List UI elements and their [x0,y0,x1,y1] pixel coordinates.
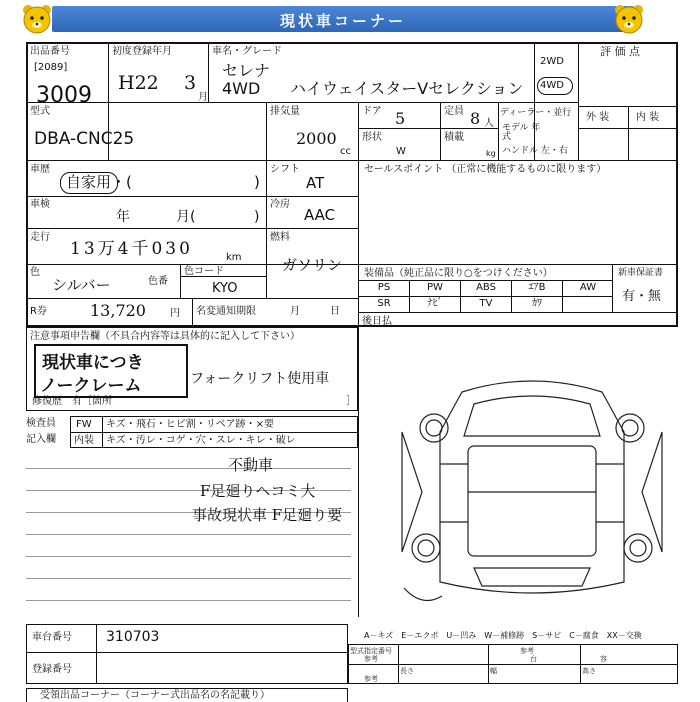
inspector-label1: 検査員 [26,418,56,429]
new-warranty-label: 新車保証書 [618,268,664,278]
equipment-label: 装備品（純正品に限り○をつけください） [364,268,553,279]
color-label: 色 [30,267,40,278]
drive-2wd: 2WD [540,56,564,67]
recycle-value: 13,720 [90,301,146,320]
load-label: 積載 [444,132,464,143]
capacity-unit: 人 [484,118,494,129]
drive-4wd: 4WD [540,80,564,91]
history-value: 自家用・( [66,173,132,191]
equip-airbag: ｴｱB [528,282,546,293]
inspector-interior: 内装 [74,435,94,446]
equip-pw: PW [427,282,443,293]
registration-era: H22 [118,72,159,94]
transfer-day: 日 [330,306,340,317]
capacity-label: 定員 [444,106,464,117]
recycle-label: R券 [30,306,47,317]
car-number-box [26,624,348,684]
lot-number: 3009 [36,83,92,108]
car-drive: 4WD [222,79,261,98]
equip-ps: PS [377,282,391,293]
mileage-label: 走行 [30,232,50,243]
bear-mascot-icon [20,2,54,36]
displacement-value: 2000 [296,129,337,148]
inspection-close: ) [254,209,260,225]
aircon-value: AAC [304,206,336,224]
stamp-line2: ノークレーム [40,376,142,396]
spec-b9: 容 [600,655,607,663]
repair-close: ］ [346,396,356,407]
after-label: 後日払 [362,316,392,327]
equip-sr: SR [377,298,391,309]
new-warranty-value: 有・無 [622,289,662,304]
diagram-legend: A－キズ E－エクボ U－凹み W－補修跡 S－サビ C－腐食 XX－交換 [364,631,642,640]
registration-month: 3 [184,72,197,94]
equip-abs: ABS [476,282,496,293]
rating-interior: 内 装 [636,112,660,123]
inspector-fw-text: キズ・飛石・ヒビ割・リペア跡・×要 [106,419,274,430]
spec-b5: 高さ [582,667,596,675]
reg-number-label: 登録番号 [32,664,72,675]
inspector-label2: 記入欄 [26,434,56,445]
spec-b8: 参考 [520,647,534,655]
displacement-unit: cc [340,146,351,157]
car-number-value: 310703 [106,629,160,645]
history-label: 車歴 [30,164,50,175]
registration-month-unit: 月 [198,92,208,103]
bear-mascot-icon [612,2,646,36]
model-year-label: モデル 年式 [502,123,541,142]
doors-label: ドア [362,106,382,117]
repair-history: 修復歴 有［箇所 [32,396,112,407]
aircon-label: 冷房 [270,199,290,210]
doors-value: 5 [395,109,406,128]
handwritten-note-1: 不動車 [228,456,274,474]
transfer-label: 名変通知期限 [196,306,256,317]
color-value: シルバー [52,276,111,294]
mileage-unit: km [226,252,242,263]
fuel-value: ガソリン [282,256,343,274]
dealer-label: ディーラー・並行 [500,108,572,118]
car-grade: ハイウェイスターVセレクション [290,79,524,98]
car-name-label: 車名・グレード [212,46,282,57]
notes-handwritten: フォークリフト使用車 [190,371,330,387]
load-unit: kg [486,149,496,158]
recycle-unit: 円 [170,308,180,319]
stamp-line1: 現状車につき [42,353,144,373]
rating-label: 評 価 点 [600,45,640,58]
inspection-label: 車検 [30,199,50,210]
no-claim-stamp [34,344,188,398]
page-title: 現状車コーナー [279,12,406,30]
rating-exterior: 外 装 [586,112,610,123]
colorcode-value: KYO [212,281,238,296]
equip-navi: ﾅﾋﾞ [427,298,443,309]
inspection-month: 月( [176,209,196,225]
spec-b1: 型式指定番号 [350,647,392,655]
lot-label: 出品番号 [30,46,70,57]
spec-b7: 台 [530,655,537,663]
footer-text: 受領出品コーナー（コーナー式出品名の名記載り） [40,690,270,701]
handwritten-note-3: 事故現状車 F足廻り要 [192,506,343,524]
shape-value: W [396,146,406,157]
history-close: ) [254,173,260,191]
handwritten-note-2: F足廻りヘコミ大 [200,482,316,500]
car-damage-diagram [392,372,672,622]
shift-value: AT [306,174,325,192]
inspector-fw: FW [76,419,92,430]
model-value: DBA-CNC25 [34,129,135,149]
model-label: 型式 [30,106,50,117]
inspector-interior-text: キズ・汚レ・コゲ・穴・スレ・キレ・破レ [106,435,296,446]
lot-sub: [2089] [34,62,68,73]
fuel-label: 燃料 [270,232,290,243]
spec-b6: 参考 [364,675,378,683]
car-number-label: 車台番号 [32,632,72,643]
spec-b3: 長さ [400,667,414,675]
shift-label: シフト [270,164,300,175]
colorcode-label: 色コード [184,266,224,277]
car-name: セレナ [222,61,271,80]
color-code-label: 色番 [148,276,168,287]
displacement-label: 排気量 [270,106,300,117]
equip-aw: AW [579,282,597,293]
mileage-value: 13万4千030 [70,239,193,259]
capacity-value: 8 [470,109,481,128]
shape-label: 形状 [362,132,382,143]
registration-label: 初度登録年月 [112,46,172,57]
equip-leather: ｶﾜ [532,298,542,309]
equip-tv: TV [479,298,493,309]
inspection-year: 年 [116,209,130,225]
transfer-month: 月 [290,306,300,317]
spec-b2: 参考 [364,655,378,663]
notes-label: 注意事項申告欄（不具合内容等は具体的に記入して下さい） [30,331,300,342]
header-banner [52,6,634,32]
handle-label: ハンドル 左・右 [502,146,568,156]
sales-point-label: セールスポイント （正常に機能するものに限ります） [364,164,607,175]
spec-b4: 幅 [490,667,497,675]
